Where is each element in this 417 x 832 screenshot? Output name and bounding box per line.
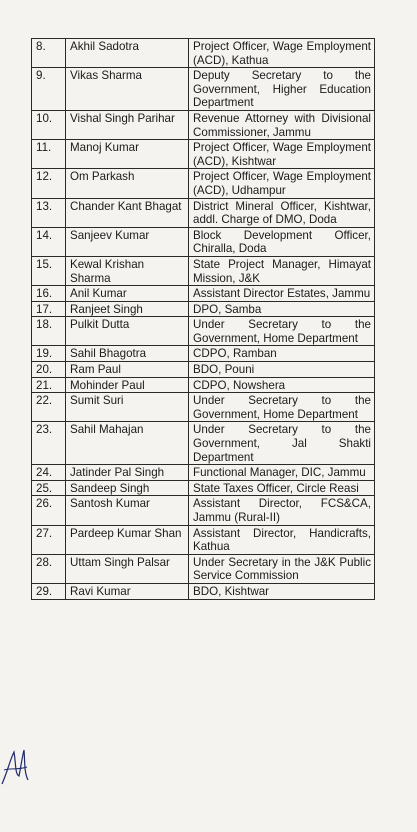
serial-number-cell: 27. [32, 525, 66, 554]
posting-cell: CDPO, Nowshera [189, 377, 375, 393]
officer-name-cell: Santosh Kumar [66, 496, 189, 525]
posting-cell: Functional Manager, DIC, Jammu [189, 465, 375, 481]
posting-cell: Block Development Officer, Chiralla, Doda [189, 227, 375, 256]
officer-name-cell: Ram Paul [66, 362, 189, 378]
table-row [32, 554, 375, 583]
serial-number-cell: 25. [32, 480, 66, 496]
officer-name-cell: Chander Kant Bhagat [66, 198, 189, 227]
serial-number-cell: 19. [32, 346, 66, 362]
posting-cell: BDO, Pouni [189, 362, 375, 378]
serial-number-cell: 18. [32, 317, 66, 346]
posting-cell: Assistant Director Estates, Jammu [189, 286, 375, 302]
posting-cell: Project Officer, Wage Employment (ACD), Udhampur [189, 169, 375, 198]
officer-name-cell: Kewal Krishan Sharma [66, 256, 189, 285]
table-row [32, 301, 375, 317]
officer-name-cell: Vikas Sharma [66, 68, 189, 111]
posting-cell: Revenue Attorney with Divisional Commissioner, Jammu [189, 110, 375, 139]
posting-cell: CDPO, Ramban [189, 346, 375, 362]
serial-number-cell: 14. [32, 227, 66, 256]
serial-number-cell: 24. [32, 465, 66, 481]
officer-name-cell: Om Parkash [66, 169, 189, 198]
serial-number-cell: 17. [32, 301, 66, 317]
table-row [32, 377, 375, 393]
table-row [32, 140, 375, 169]
posting-cell: District Mineral Officer, Kishtwar, addl. Charge of DMO, Doda [189, 198, 375, 227]
table-row [32, 496, 375, 525]
officer-name-cell: Sumit Suri [66, 393, 189, 422]
officers-table-body [32, 39, 375, 600]
serial-number-cell: 22. [32, 393, 66, 422]
table-row [32, 317, 375, 346]
posting-cell: Under Secretary to the Government, Home Department [189, 393, 375, 422]
table-row [32, 583, 375, 599]
posting-cell: DPO, Samba [189, 301, 375, 317]
table-row [32, 480, 375, 496]
table-row [32, 362, 375, 378]
table-row [32, 68, 375, 111]
table-row [32, 422, 375, 465]
serial-number-cell: 10. [32, 110, 66, 139]
serial-number-cell: 29. [32, 583, 66, 599]
serial-number-cell: 11. [32, 140, 66, 169]
serial-number-cell: 9. [32, 68, 66, 111]
posting-cell: Under Secretary in the J&K Public Service Commission [189, 554, 375, 583]
table-row [32, 346, 375, 362]
table-row [32, 393, 375, 422]
serial-number-cell: 23. [32, 422, 66, 465]
table-row [32, 110, 375, 139]
table-row [32, 256, 375, 285]
serial-number-cell: 28. [32, 554, 66, 583]
posting-cell: Under Secretary to the Government, Home Department [189, 317, 375, 346]
officer-name-cell: Sahil Mahajan [66, 422, 189, 465]
posting-cell: State Project Manager, Himayat Mission, J&K [189, 256, 375, 285]
officer-name-cell: Jatinder Pal Singh [66, 465, 189, 481]
officer-name-cell: Mohinder Paul [66, 377, 189, 393]
officer-name-cell: Pardeep Kumar Shan [66, 525, 189, 554]
posting-cell: Under Secretary to the Government, Jal Shakti Department [189, 422, 375, 465]
serial-number-cell: 8. [32, 39, 66, 68]
posting-cell: Project Officer, Wage Employment (ACD), Kathua [189, 39, 375, 68]
posting-cell: Assistant Director, Handicrafts, Kathua [189, 525, 375, 554]
posting-cell: Deputy Secretary to the Government, Higher Education Department [189, 68, 375, 111]
officer-name-cell: Manoj Kumar [66, 140, 189, 169]
serial-number-cell: 20. [32, 362, 66, 378]
officer-name-cell: Pulkit Dutta [66, 317, 189, 346]
table-row [32, 227, 375, 256]
officer-name-cell: Vishal Singh Parihar [66, 110, 189, 139]
serial-number-cell: 26. [32, 496, 66, 525]
serial-number-cell: 12. [32, 169, 66, 198]
officer-name-cell: Uttam Singh Palsar [66, 554, 189, 583]
table-row [32, 525, 375, 554]
posting-cell: State Taxes Officer, Circle Reasi [189, 480, 375, 496]
serial-number-cell: 13. [32, 198, 66, 227]
officers-table [31, 38, 375, 600]
posting-cell: Project Officer, Wage Employment (ACD), Kishtwar [189, 140, 375, 169]
posting-cell: BDO, Kishtwar [189, 583, 375, 599]
serial-number-cell: 15. [32, 256, 66, 285]
table-row [32, 198, 375, 227]
officer-name-cell: Sandeep Singh [66, 480, 189, 496]
officer-name-cell: Ranjeet Singh [66, 301, 189, 317]
table-row [32, 39, 375, 68]
signature-mark [0, 740, 30, 790]
officer-name-cell: Anil Kumar [66, 286, 189, 302]
officer-name-cell: Akhil Sadotra [66, 39, 189, 68]
table-row [32, 169, 375, 198]
serial-number-cell: 21. [32, 377, 66, 393]
table-row [32, 465, 375, 481]
officer-name-cell: Sanjeev Kumar [66, 227, 189, 256]
table-row [32, 286, 375, 302]
officer-name-cell: Ravi Kumar [66, 583, 189, 599]
serial-number-cell: 16. [32, 286, 66, 302]
officer-name-cell: Sahil Bhagotra [66, 346, 189, 362]
posting-cell: Assistant Director, FCS&CA, Jammu (Rural-II) [189, 496, 375, 525]
